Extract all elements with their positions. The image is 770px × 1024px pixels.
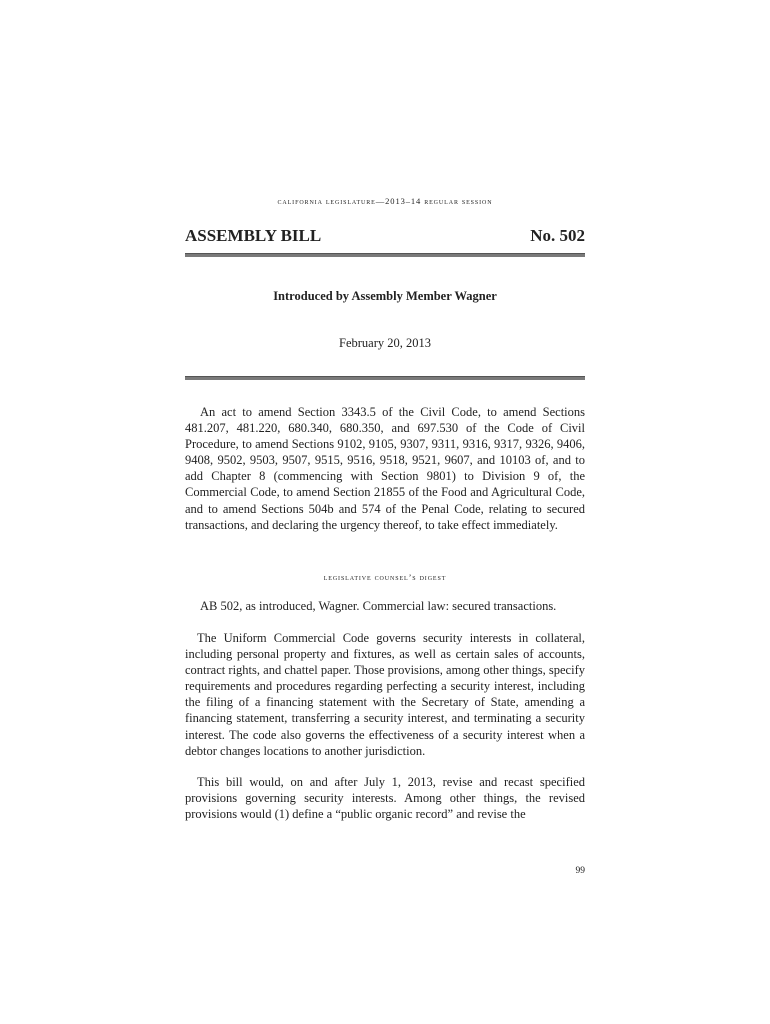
- middle-divider: [185, 376, 585, 380]
- bill-type: ASSEMBLY BILL: [185, 226, 322, 245]
- digest-heading: legislative counsel’s digest: [323, 572, 447, 582]
- bill-title-row: [185, 226, 585, 246]
- act-title: An act to amend Section 3343.5 of the Civil Code, to amend Sections 481.207, 481.220, 680.340, 680.350, and 697.530 of the Code of Civil Procedure, to amend Sections 9102, 9105, 9307, 9311, 9316, 9317, 9326, 9406, 9408, 9502, 9503, 9507, 9515, 9516, 9518, 9521, 9607, and 10103 of, and to add Chapter 8 (commencing with Section 9801) to Division 9 of, the Commercial Code, to amend Section 21855 of the Food and Agricultural Code, and to amend Sections 504b and 574 of the Penal Code, relating to secured transactions, and declaring the urgency thereof, to take effect immediately.: [185, 405, 585, 532]
- bill-page: [185, 0, 585, 1024]
- bill-number: No. 502: [530, 226, 585, 245]
- top-divider: [185, 253, 585, 257]
- digest-summary: AB 502, as introduced, Wagner. Commercial law: secured transactions.: [200, 599, 557, 613]
- digest-paragraph-1: The Uniform Commercial Code governs security interests in collateral, including personal property and fixtures, as well as certain sales of accounts, contract rights, and chattel paper. Those provisions, among other things, specify requirements and procedures regarding perfecting a security interest, including the filing of a financing statement with the Secretary of State, amending a financing statement, transferring a security interest, and terminating a security interest. The code also governs the effectiveness of a security interest when a debtor changes locations to another jurisdiction.: [185, 631, 585, 758]
- digest-paragraph-2: This bill would, on and after July 1, 2013, revise and recast specified provisions governing security interests. Among other things, the revised provisions would (1) define a “public organic record” and revise the: [185, 775, 585, 822]
- introduction-date: February 20, 2013: [339, 336, 431, 350]
- page-number: 99: [575, 866, 585, 876]
- session-header: california legislature—2013–14 regular session: [277, 196, 493, 206]
- introduced-by: Introduced by Assembly Member Wagner: [273, 289, 497, 303]
